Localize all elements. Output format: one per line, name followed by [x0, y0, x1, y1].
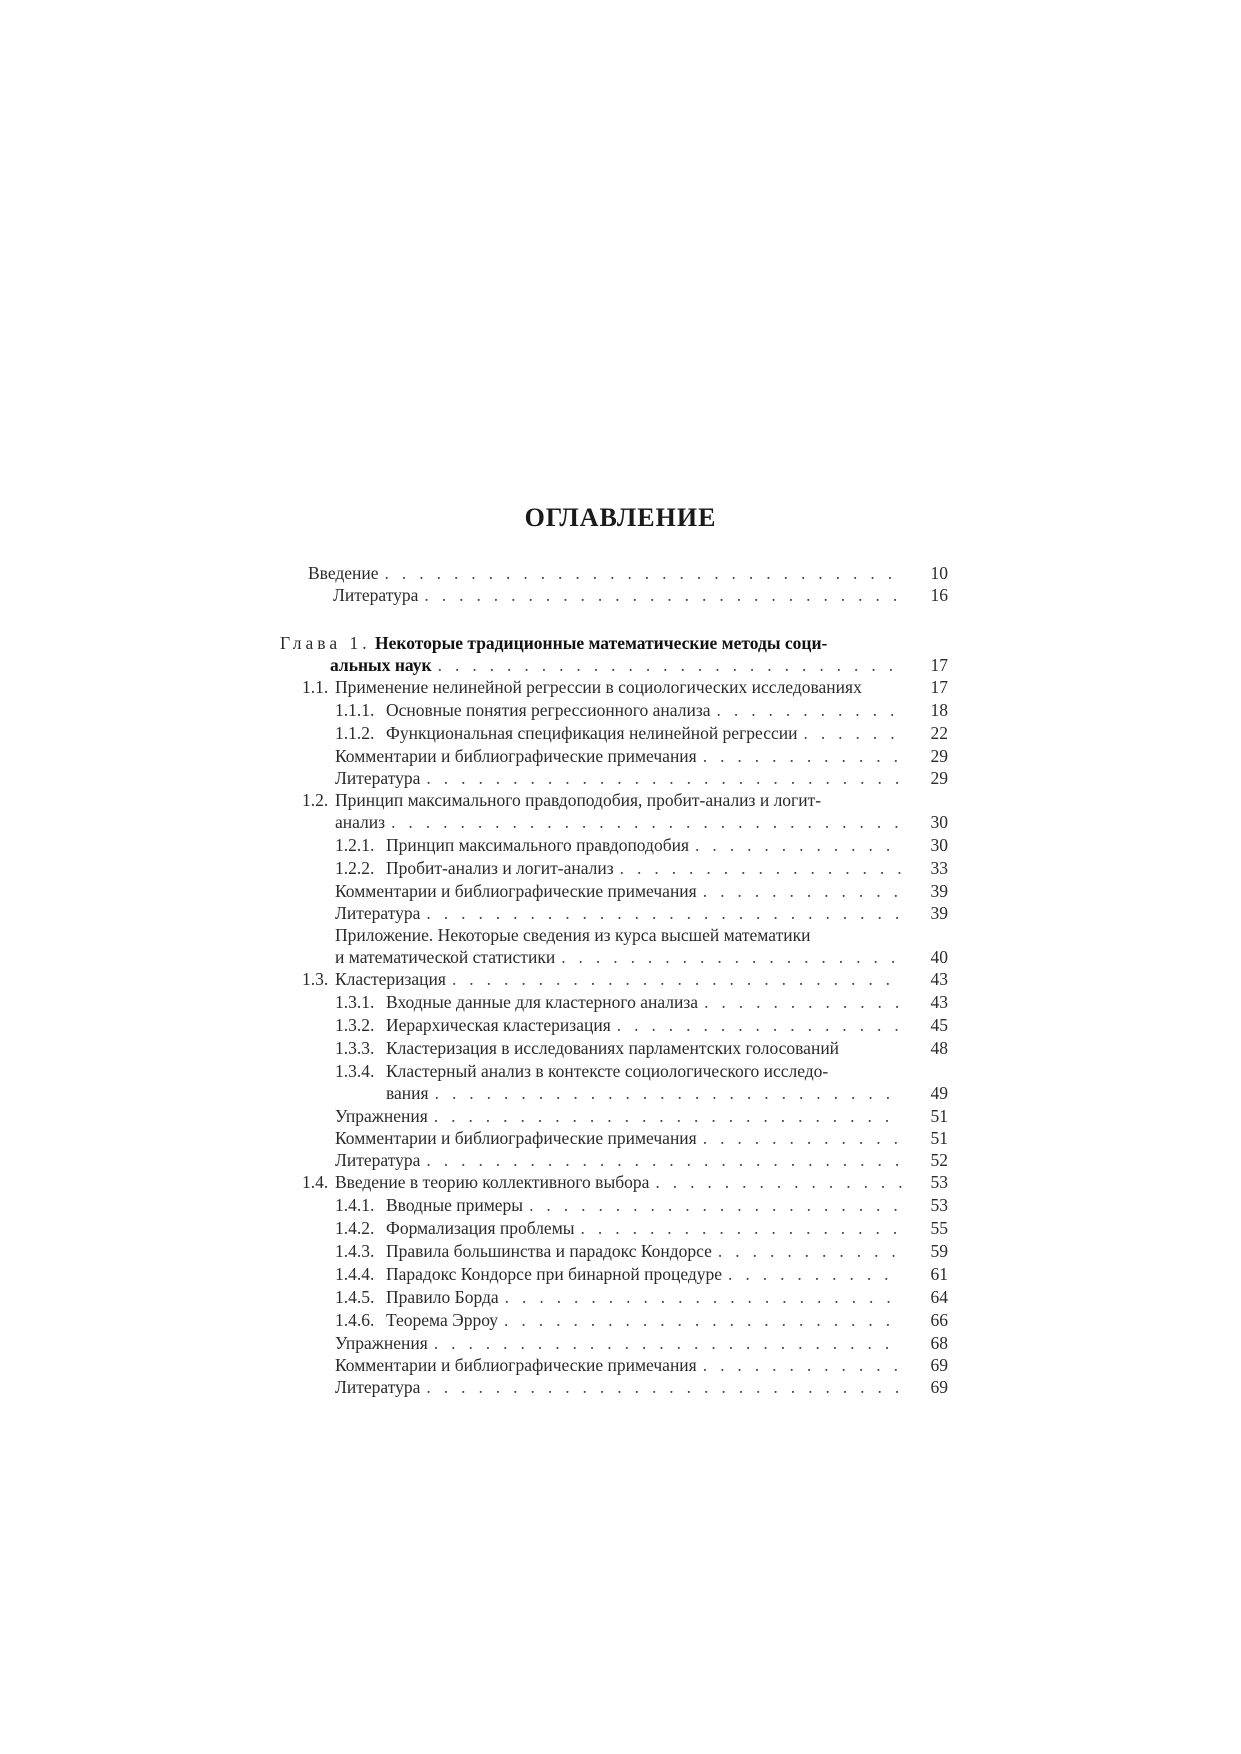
section-number: 1.3.2. — [335, 1015, 375, 1035]
chapter-title-line2: альных наук — [330, 655, 432, 675]
toc-entry-1-3-1[interactable] — [335, 991, 948, 1013]
toc-label: Литература — [333, 585, 419, 605]
leader-dots — [434, 1105, 902, 1127]
toc-entry-intro[interactable] — [308, 562, 948, 584]
section-number: 1.3.4. — [335, 1061, 375, 1081]
toc-label-line1: Приложение. Некоторые сведения из курса высшей математики — [335, 925, 811, 945]
toc-page-number: 17 — [930, 655, 948, 675]
toc-label-line2: анализ — [335, 812, 386, 832]
toc-page-number: 52 — [930, 1150, 948, 1170]
leader-dots — [391, 811, 902, 833]
toc-label: Литература — [335, 903, 421, 923]
chapter-title-line1: Некоторые традиционные математические методы соци- — [374, 633, 828, 653]
section-number: 1.4.3. — [335, 1241, 375, 1261]
toc-entry-1-3-4[interactable] — [335, 1060, 948, 1104]
toc-page-number: 51 — [930, 1106, 948, 1126]
toc-entry-1-1-1[interactable] — [335, 699, 948, 721]
leader-dots — [704, 991, 902, 1013]
leader-dots — [426, 1376, 902, 1398]
toc-entry-1-3-3[interactable] — [335, 1037, 948, 1059]
toc-page-number: 29 — [930, 768, 948, 788]
leader-dots — [617, 1014, 902, 1036]
leader-dots — [581, 1217, 902, 1239]
toc-label: Упражнения — [335, 1333, 428, 1353]
toc-label: Пробит-анализ и логит-анализ — [386, 858, 614, 878]
toc-entry-chapter-1[interactable] — [280, 632, 948, 676]
toc-page-number: 64 — [930, 1287, 948, 1307]
toc-label: Применение нелинейной регрессии в социологических исследованиях — [335, 677, 862, 697]
toc-page-number: 68 — [930, 1333, 948, 1353]
toc-label: Кластеризация — [335, 969, 446, 989]
toc-label: Комментарии и библиографические примечания — [335, 881, 697, 901]
toc-page-number: 59 — [930, 1241, 948, 1261]
toc-page-number: 53 — [930, 1172, 948, 1192]
section-number: 1.4.1. — [335, 1195, 375, 1215]
toc-entry-1-4-exercises[interactable] — [335, 1332, 948, 1354]
toc-entry-1-4-1[interactable] — [335, 1194, 948, 1216]
toc-label-line2: и математической статистики — [335, 947, 556, 967]
toc-page-number: 48 — [930, 1038, 948, 1058]
leader-dots — [452, 968, 902, 990]
section-number: 1.4. — [302, 1172, 329, 1192]
section-number: 1.2.1. — [335, 835, 375, 855]
toc-label-line1: Кластерный анализ в контексте социологического исследо- — [386, 1061, 829, 1081]
toc-entry-1-2-2[interactable] — [335, 857, 948, 879]
toc-entry-intro-literature[interactable] — [333, 584, 948, 606]
toc-page-number: 49 — [930, 1083, 948, 1103]
toc-label: Правила большинства и парадокс Кондорсе — [386, 1241, 712, 1261]
toc-page-number: 10 — [930, 563, 948, 583]
toc-entry-1-2[interactable] — [302, 789, 948, 833]
toc-entry-1-2-1[interactable] — [335, 834, 948, 856]
page-title: ОГЛАВЛЕНИЕ — [524, 503, 717, 532]
toc-page-number: 51 — [930, 1128, 948, 1148]
toc-label: Формализация проблемы — [386, 1218, 575, 1238]
leader-dots — [620, 857, 902, 879]
toc-page-number: 39 — [930, 881, 948, 901]
leader-dots — [529, 1194, 902, 1216]
toc-page-number: 55 — [930, 1218, 948, 1238]
toc-label: Введение в теорию коллективного выбора — [335, 1172, 650, 1192]
toc-entry-1-4-5[interactable] — [335, 1286, 948, 1308]
toc-entry-1-2-comments[interactable] — [335, 880, 948, 902]
leader-dots — [438, 654, 902, 676]
toc-label: Введение — [308, 563, 379, 583]
toc-page-number: 45 — [930, 1015, 948, 1035]
toc-page-number: 43 — [930, 969, 948, 989]
leader-dots — [718, 1240, 902, 1262]
leader-dots — [561, 946, 902, 968]
leader-dots — [426, 902, 902, 924]
section-number: 1.3. — [302, 969, 329, 989]
leader-dots — [426, 1149, 902, 1171]
leader-dots — [703, 880, 902, 902]
leader-dots — [434, 1332, 902, 1354]
leader-dots — [435, 1082, 902, 1104]
section-number: 1.2. — [302, 790, 329, 810]
toc-page-number: 40 — [930, 947, 948, 967]
leader-dots — [703, 1354, 902, 1376]
toc-page-number: 30 — [930, 835, 948, 855]
toc-page-number: 39 — [930, 903, 948, 923]
toc-entry-1-2-literature[interactable] — [335, 902, 948, 924]
leader-dots — [385, 562, 902, 584]
toc-page-number: 29 — [930, 746, 948, 766]
toc-label: Функциональная спецификация нелинейной регрессии — [386, 723, 798, 743]
toc-page-number: 17 — [930, 677, 948, 697]
toc-label-line1: Принцип максимального правдоподобия, пробит-анализ и логит- — [335, 790, 822, 810]
section-number: 1.4.5. — [335, 1287, 375, 1307]
section-number: 1.1.1. — [335, 700, 375, 720]
toc-label: Литература — [335, 1150, 421, 1170]
leader-dots — [703, 745, 902, 767]
toc-entry-1-4-2[interactable] — [335, 1217, 948, 1239]
section-number: 1.3.1. — [335, 992, 375, 1012]
leader-dots — [717, 699, 903, 721]
toc-page-number: 69 — [930, 1377, 948, 1397]
toc-page-number: 69 — [930, 1355, 948, 1375]
table-of-contents — [280, 562, 948, 1398]
toc-label: Основные понятия регрессионного анализа — [386, 700, 711, 720]
toc-label: Комментарии и библиографические примечания — [335, 1355, 697, 1375]
toc-entry-1-3[interactable] — [302, 968, 948, 990]
section-number: 1.1.2. — [335, 723, 375, 743]
toc-entry-1-4-4[interactable] — [335, 1263, 948, 1285]
toc-label: Вводные примеры — [386, 1195, 524, 1215]
leader-dots — [695, 834, 902, 856]
toc-entry-1-4-literature[interactable] — [335, 1376, 948, 1398]
toc-label: Комментарии и библиографические примечания — [335, 1128, 697, 1148]
toc-label: Комментарии и библиографические примечания — [335, 746, 697, 766]
toc-entry-1-3-2[interactable] — [335, 1014, 948, 1036]
leader-dots — [655, 1171, 902, 1193]
toc-entry-1-4-6[interactable] — [335, 1309, 948, 1331]
toc-page-number: 18 — [930, 700, 948, 720]
toc-entry-1-4-comments[interactable] — [335, 1354, 948, 1376]
toc-label-line2: вания — [386, 1083, 429, 1103]
toc-entry-1-4[interactable] — [302, 1171, 948, 1193]
leader-dots — [504, 1309, 902, 1331]
toc-page-number: 30 — [930, 812, 948, 832]
toc-page-number: 22 — [930, 723, 948, 743]
toc-label: Кластеризация в исследованиях парламентских голосований — [386, 1038, 840, 1058]
toc-label: Теорема Эрроу — [386, 1310, 499, 1330]
toc-label: Парадокс Кондорсе при бинарной процедуре — [386, 1264, 723, 1284]
toc-entry-1-3-comments[interactable] — [335, 1127, 948, 1149]
leader-dots — [426, 767, 902, 789]
toc-page-number: 33 — [930, 858, 948, 878]
toc-page-number: 66 — [930, 1310, 948, 1330]
leader-dots — [424, 584, 902, 606]
section-number: 1.2.2. — [335, 858, 375, 878]
leader-dots — [728, 1263, 902, 1285]
section-number: 1.4.2. — [335, 1218, 375, 1238]
toc-page-number: 16 — [930, 585, 948, 605]
toc-entry-1-3-literature[interactable] — [335, 1149, 948, 1171]
toc-page-number: 61 — [930, 1264, 948, 1284]
toc-label: Иерархическая кластеризация — [386, 1015, 611, 1035]
toc-label: Литература — [335, 768, 421, 788]
toc-entry-1-1-literature[interactable] — [335, 767, 948, 789]
toc-entry-1-2-appendix[interactable] — [335, 924, 948, 968]
toc-entry-1-1[interactable] — [302, 676, 948, 698]
toc-label: Принцип максимального правдоподобия — [386, 835, 690, 855]
toc-page-number: 43 — [930, 992, 948, 1012]
toc-label: Упражнения — [335, 1106, 428, 1126]
toc-entry-1-1-2[interactable] — [335, 722, 948, 744]
leader-dots — [803, 722, 902, 744]
section-number: 1.3.3. — [335, 1038, 375, 1058]
section-number: 1.4.6. — [335, 1310, 375, 1330]
toc-label: Входные данные для кластерного анализа — [386, 992, 699, 1012]
leader-dots — [505, 1286, 902, 1308]
toc-entry-1-4-3[interactable] — [335, 1240, 948, 1262]
toc-label: Правило Борда — [386, 1287, 499, 1307]
chapter-prefix: Глава 1. — [280, 633, 371, 653]
section-number: 1.1. — [302, 677, 329, 697]
leader-dots — [703, 1127, 902, 1149]
toc-entry-1-1-comments[interactable] — [335, 745, 948, 767]
section-number: 1.4.4. — [335, 1264, 375, 1284]
toc-page-number: 53 — [930, 1195, 948, 1215]
toc-label: Литература — [335, 1377, 421, 1397]
toc-entry-1-3-exercises[interactable] — [335, 1105, 948, 1127]
